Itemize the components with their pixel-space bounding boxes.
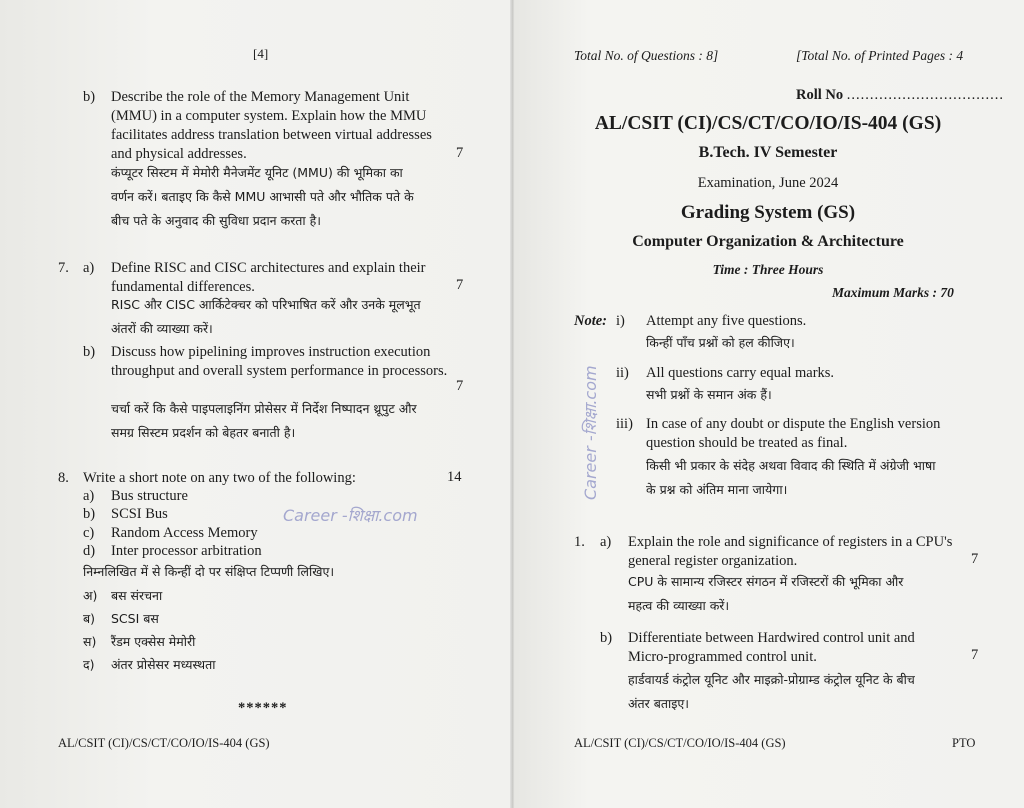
q8-item: c): [83, 525, 95, 541]
footer-pto: PTO: [952, 736, 976, 750]
page-number: [4]: [253, 46, 269, 61]
note-ii-en: All questions carry equal marks.: [646, 365, 835, 381]
q8-hi-item: अ): [83, 588, 98, 603]
roll-number-field: Roll No ..................................: [796, 87, 1004, 103]
q1b-question-hi: हार्डवायर्ड कंट्रोल यूनिट और माइक्रो-प्रोग्राम्ड कंट्रोल यूनिट के बीच अंतर बताइए।: [628, 672, 915, 711]
q8-prompt: Write a short note on any two of the following:: [83, 470, 356, 486]
q8-item: a): [83, 488, 95, 504]
q8-hi-item-text: SCSI बस: [111, 611, 159, 626]
q8-number: 8.: [58, 470, 69, 486]
q1b-marks: 7: [971, 647, 979, 663]
header-printed-pages: [Total No. of Printed Pages : 4: [796, 48, 964, 63]
watermark-stamp: Career -शिक्षा.com: [283, 506, 418, 525]
q8-item-text: Random Access Memory: [111, 525, 258, 541]
q8-item: d): [83, 543, 96, 559]
note-i-en: Attempt any five questions.: [646, 313, 807, 329]
q6b-marks: 7: [456, 145, 464, 161]
paper-code: AL/CSIT (CI)/CS/CT/CO/IO/IS-404 (GS): [594, 113, 942, 134]
q1b-label: b): [600, 630, 613, 646]
q6b-question-en: Describe the role of the Memory Management Unit (MMU) in a computer system. Explain how the MMU facilitates address translation between virtual addresses and physical addresses.: [111, 89, 432, 162]
q7-number: 7.: [58, 260, 69, 276]
footer-code: AL/CSIT (CI)/CS/CT/CO/IO/IS-404 (GS): [574, 736, 786, 750]
time-allowed: Time : Three Hours: [712, 262, 824, 277]
subject-title: Computer Organization & Architecture: [632, 233, 904, 250]
q8-hi-item-text: रैंडम एक्सेस मेमोरी: [111, 634, 196, 649]
right-page: [512, 0, 1024, 808]
grading-system: Grading System (GS): [680, 202, 856, 223]
note-label: Note:: [574, 313, 608, 329]
q6b-label: b): [83, 89, 96, 105]
note-ii-hi: सभी प्रश्नों के समान अंक हैं।: [646, 387, 772, 402]
q7b-question-hi: चर्चा करें कि कैसे पाइपलाइनिंग प्रोसेसर में निर्देश निष्पादन थ्रूपुट और समग्र सिस्टम प्रदर्शन को बेहतर बनाती है।: [111, 401, 417, 440]
exam-date: Examination, June 2024: [697, 175, 839, 191]
maximum-marks: Maximum Marks : 70: [832, 285, 954, 300]
q1a-marks: 7: [971, 551, 979, 567]
q1-number: 1.: [574, 534, 585, 550]
q1a-question-en: Explain the role and significance of registers in a CPU's general register organization.: [628, 534, 953, 569]
q8-hi-item: स): [83, 634, 97, 649]
note-i-hi: किन्हीं पाँच प्रश्नों को हल कीजिए।: [646, 335, 795, 350]
note-iii-label: iii): [616, 416, 633, 432]
q1b-question-en: Differentiate between Hardwired control unit and Micro-programmed control unit.: [628, 630, 915, 665]
header-total-questions: Total No. of Questions : 8]: [574, 48, 719, 63]
q1a-label: a): [600, 534, 612, 550]
footer-code: AL/CSIT (CI)/CS/CT/CO/IO/IS-404 (GS): [58, 736, 270, 750]
semester: B.Tech. IV Semester: [698, 144, 838, 161]
q7a-question-hi: RISC और CISC आर्किटेक्चर को परिभाषित करें और उनके मूलभूत अंतरों की व्याख्या करें।: [111, 297, 421, 336]
q7a-question-en: Define RISC and CISC architectures and explain their fundamental differences.: [111, 260, 426, 295]
q1a-question-hi: CPU के सामान्य रजिस्टर संगठन में रजिस्टरों की भूमिका और महत्व की व्याख्या करें।: [628, 574, 904, 613]
q7b-label: b): [83, 344, 96, 360]
end-mark: ******: [238, 700, 288, 716]
q7a-label: a): [83, 260, 95, 276]
q8-prompt-hi: निम्नलिखित में से किन्हीं दो पर संक्षिप्त टिप्पणी लिखिए।: [83, 564, 335, 579]
q7b-marks: 7: [456, 378, 464, 394]
note-i-label: i): [616, 313, 625, 329]
note-iii-hi: किसी भी प्रकार के संदेह अथवा विवाद की स्थिति में अंग्रेजी भाषा के प्रश्न को अंतिम माना जायेगा।: [646, 458, 936, 497]
q8-hi-item-text: अंतर प्रोसेसर मध्यस्थता: [111, 657, 216, 672]
q6b-question-hi: कंप्यूटर सिस्टम में मेमोरी मैनेजमेंट यूनिट (MMU) की भूमिका का वर्णन करें। बताइए कि कैसे MMU आभासी पते और भौतिक पते के बीच पते के अनुवाद की सुविधा प्रदान करता है।: [111, 165, 414, 228]
q8-item-text: SCSI Bus: [111, 506, 168, 522]
q8-hi-item: द): [83, 657, 95, 672]
page-fold: [510, 0, 514, 808]
q8-item-text: Inter processor arbitration: [111, 543, 262, 559]
q8-hi-item-text: बस संरचना: [111, 588, 163, 603]
q8-marks: 14: [447, 469, 462, 485]
q8-item-text: Bus structure: [111, 488, 188, 504]
note-ii-label: ii): [616, 365, 629, 381]
q7a-marks: 7: [456, 277, 464, 293]
q8-hi-item: ब): [83, 611, 96, 626]
q8-item: b): [83, 506, 96, 522]
q7b-question-en: Discuss how pipelining improves instruction execution throughput and overall system performance in processors.: [111, 344, 448, 379]
watermark-stamp-vertical: Career -शिक्षा.com: [581, 365, 600, 500]
note-iii-en: In case of any doubt or dispute the English version question should be treated as final.: [646, 416, 941, 451]
